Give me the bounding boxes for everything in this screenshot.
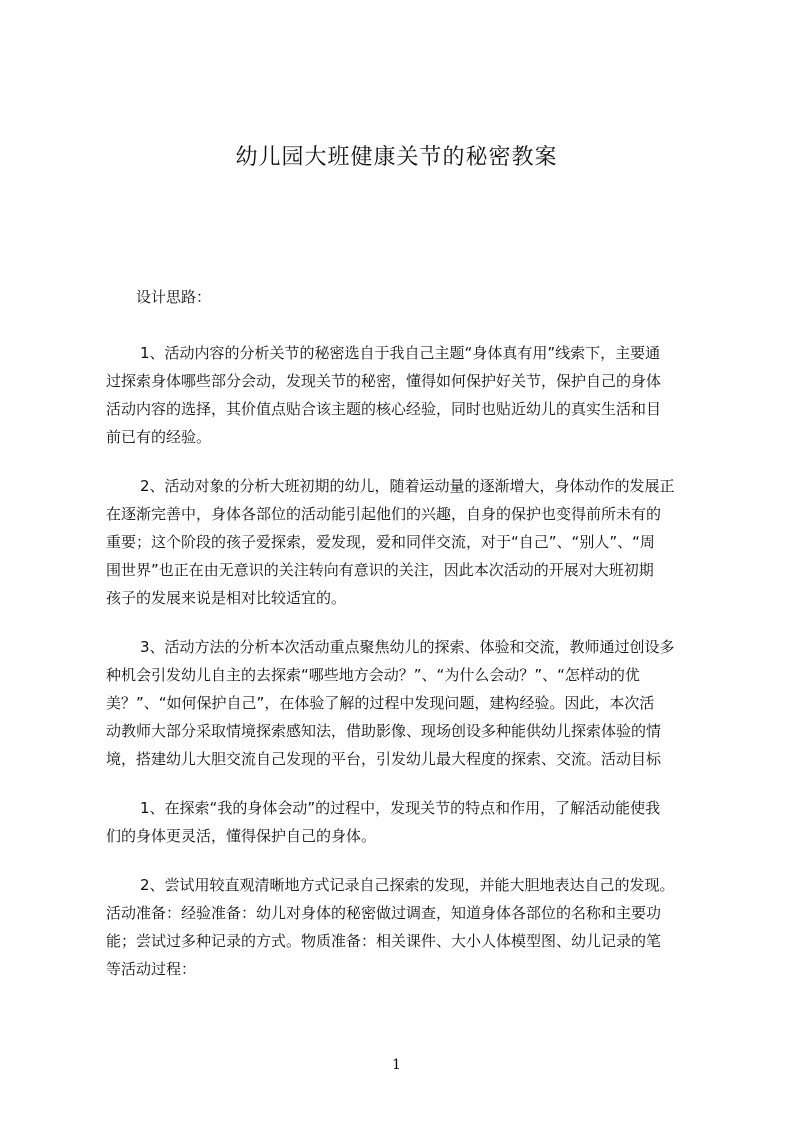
document-title: 幼儿园大班健康关节的秘密教案 xyxy=(235,145,558,170)
text-line: 重要；这个阶段的孩子爱探索，爱发现，爱和同伴交流，对于“自己”、“别人”、“周 xyxy=(106,533,655,551)
text-line: 活动内容的选择，其价值点贴合该主题的核心经验，同时也贴近幼儿的真实生活和目 xyxy=(106,400,662,418)
text-line: 美？”、“如何保护自己”，在体验了解的过程中发现问题，建构经验。因此，本次活 xyxy=(106,694,655,712)
text-line: 孩子的发展来说是相对比较适宜的。 xyxy=(106,589,347,607)
text-line: 过探索身体哪些部分会动，发现关节的秘密，懂得如何保护好关节，保护自己的身体 xyxy=(106,372,662,390)
text-line: 动教师大部分采取情境探索感知法，借助影像、现场创设多种能供幼儿探索体验的情 xyxy=(106,722,662,740)
text-line: 等活动过程： xyxy=(106,960,197,978)
text-line: 种机会引发幼儿自主的去探索“哪些地方会动？”、“为什么会动？”、“怎样动的优 xyxy=(106,666,640,684)
text-line: 1、在探索“我的身体会动”的过程中，发现关节的特点和作用，了解活动能使我 xyxy=(140,799,661,817)
text-line: 在逐渐完善中，身体各部位的活动能引起他们的兴趣，自身的保护也变得前所未有的 xyxy=(106,505,662,523)
text-line: 3、活动方法的分析本次活动重点聚焦幼儿的探索、体验和交流，教师通过创设多 xyxy=(140,638,675,656)
text-line: 们的身体更灵活，懂得保护自己的身体。 xyxy=(106,827,377,845)
text-line: 2、尝试用较直观清晰地方式记录自己探索的发现，并能大胆地表达自己的发现。 xyxy=(140,876,675,894)
page-number: 1 xyxy=(392,1057,401,1073)
text-line: 设计思路： xyxy=(136,288,212,306)
text-line: 能；尝试过多种记录的方式。物质准备：相关课件、大小人体模型图、幼儿记录的笔 xyxy=(106,932,662,950)
text-line: 围世界”也正在由无意识的关注转向有意识的关注，因此本次活动的开展对大班初期 xyxy=(106,561,654,579)
text-line: 1、活动内容的分析关节的秘密选自于我自己主题“身体真有用”线索下，主要通 xyxy=(140,344,661,362)
text-line: 活动准备：经验准备：幼儿对身体的秘密做过调查，知道身体各部位的名称和主要功 xyxy=(106,904,662,922)
text-line: 境，搭建幼儿大胆交流自己发现的平台，引发幼儿最大程度的探索、交流。活动目标 xyxy=(106,750,662,768)
text-line: 前已有的经验。 xyxy=(106,428,212,446)
text-line: 2、活动对象的分析大班初期的幼儿，随着运动量的逐渐增大，身体动作的发展正 xyxy=(140,477,675,495)
